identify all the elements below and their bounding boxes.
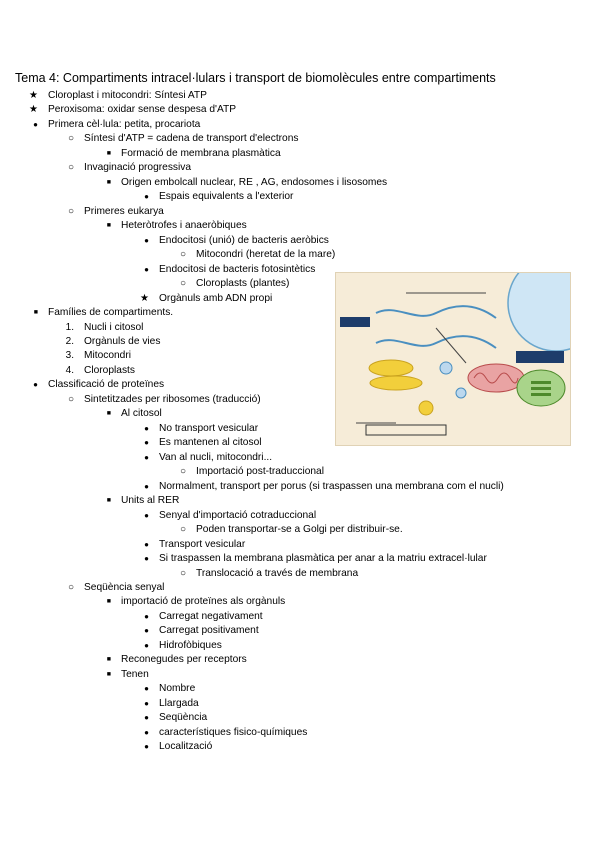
list-bullet: ○ — [67, 393, 74, 405]
list-item-text: Seqüència senyal — [84, 581, 165, 593]
list-item-text: Cloroplast i mitocondri: Síntesi ATP — [48, 90, 207, 101]
list-item-text: No transport vesicular — [159, 422, 259, 434]
list-bullet: ● — [144, 713, 149, 723]
list-item-text: Sintetitzades per ribosomes (traducció) — [84, 393, 261, 405]
list-item-text: Mitocondri (heretat de la mare) — [196, 249, 336, 261]
list-item-text: Seqüència — [159, 712, 208, 724]
list-item-text: Translocació a través de membrana — [196, 567, 359, 579]
list-item-text: Orgànuls amb ADN propi — [159, 292, 273, 304]
list-bullet: ○ — [179, 524, 186, 536]
list-bullet: ● — [144, 264, 149, 274]
list-item-text: Endocitosi de bacteris fotosintètics — [159, 263, 316, 275]
list-bullet: ● — [33, 380, 38, 390]
list-item-text: Famílies de compartiments. — [48, 307, 174, 319]
list-item-text: Tenen — [121, 668, 149, 680]
list-item-text: Units al RER — [121, 495, 180, 507]
list-item-text: Reconegudes per receptors — [121, 654, 247, 666]
list-bullet: ■ — [106, 656, 111, 664]
list-item-text: Orgànuls de vies — [84, 335, 161, 347]
list-item-text: Heteròtrofes i anaeròbiques — [121, 220, 247, 232]
list-bullet: ○ — [179, 278, 186, 290]
list-bullet: ● — [144, 452, 149, 462]
list-bullet: ■ — [106, 598, 111, 606]
list-bullet: ○ — [179, 466, 186, 478]
list-bullet: ● — [144, 192, 149, 202]
list-bullet: ■ — [106, 178, 111, 186]
list-item-text: Nucli i citosol — [84, 321, 144, 333]
list-bullet: ★ — [29, 90, 38, 101]
list-item-text: Invaginació progressiva — [84, 162, 192, 174]
list-item-text: Formació de membrana plasmàtica — [121, 147, 281, 159]
list-bullet: ■ — [106, 149, 111, 157]
list-bullet: ■ — [106, 410, 111, 418]
list-bullet: ○ — [67, 581, 74, 593]
list-bullet: ● — [144, 510, 149, 520]
list-bullet: ● — [144, 554, 149, 564]
list-item-text: Transport vesicular — [159, 538, 246, 550]
list-item-text: Cloroplasts — [84, 364, 135, 376]
list-bullet: 4. — [65, 364, 74, 376]
list-item-text: Origen embolcall nuclear, RE , AG, endosomes i lisosomes — [121, 176, 388, 188]
list-bullet: ● — [144, 423, 149, 433]
document-title: Tema 4: Compartiments intracel·lulars i transport de biomolècules entre compartiments — [15, 71, 496, 85]
list-bullet: ● — [144, 539, 149, 549]
list-item-text: Localització — [159, 741, 213, 753]
list-item-text: Espais equivalents a l'exterior — [159, 191, 294, 203]
list-bullet: ■ — [106, 670, 111, 678]
cell-compartments-figure — [335, 272, 571, 446]
list-item-text: Endocitosi (unió) de bacteris aeròbics — [159, 234, 329, 246]
list-bullet: ● — [144, 684, 149, 694]
list-item-text: Classificació de proteïnes — [48, 379, 165, 391]
list-bullet: ● — [144, 481, 149, 491]
list-bullet: ● — [144, 727, 149, 737]
list-bullet: ● — [144, 626, 149, 636]
list-bullet: ★ — [29, 104, 38, 116]
list-bullet: ● — [144, 438, 149, 448]
list-item-text: Llargada — [159, 697, 199, 709]
list-bullet: ○ — [67, 162, 74, 174]
list-item-text: Síntesi d'ATP = cadena de transport d'electrons — [84, 133, 299, 145]
list-bullet: ■ — [106, 497, 111, 505]
list-bullet: ● — [144, 235, 149, 245]
list-item-text: Si traspassen la membrana plasmàtica per anar a la matriu extracel·lular — [159, 553, 487, 565]
list-item-text: Carregat negativament — [159, 610, 263, 622]
list-item-text: Senyal d'importació cotraduccional — [159, 509, 317, 521]
list-item-text: Primera cèl·lula: petita, procariota — [48, 118, 201, 130]
list-bullet: 2. — [65, 335, 74, 347]
list-bullet: ★ — [140, 292, 149, 304]
list-item-text: Peroxisoma: oxidar sense despesa d'ATP — [48, 104, 237, 116]
list-item-text: Al citosol — [121, 408, 162, 420]
list-bullet: ■ — [33, 309, 38, 317]
list-item-text: Carregat positivament — [159, 625, 259, 637]
list-item-text: Poden transportar-se a Golgi per distribuir-se. — [196, 524, 403, 536]
list-item-text: Hidrofòbiques — [159, 639, 222, 651]
list-item-text: Normalment, transport per porus (si traspassen una membrana com el nucli) — [159, 480, 504, 492]
list-item-text: Importació post-traduccional — [196, 466, 324, 478]
list-bullet: ○ — [179, 567, 186, 579]
list-bullet: ● — [144, 640, 149, 650]
list-bullet: ● — [144, 698, 149, 708]
list-item-text: Es mantenen al citosol — [159, 437, 262, 449]
list-item-text: Van al nucli, mitocondri... — [159, 451, 273, 463]
list-item-text: Nombre — [159, 683, 196, 695]
list-bullet: ○ — [67, 205, 74, 217]
list-bullet: ● — [33, 119, 38, 129]
list-bullet: ● — [144, 742, 149, 752]
list-bullet: 1. — [65, 321, 74, 333]
list-bullet: ■ — [106, 222, 111, 230]
list-item-text: importació de proteïnes als orgànuls — [121, 596, 286, 608]
list-item-text: Primeres eukarya — [84, 205, 164, 217]
list-bullet: ● — [144, 611, 149, 621]
cell-diagram-image — [336, 273, 570, 445]
list-item-text: Cloroplasts (plantes) — [196, 278, 290, 290]
list-bullet: 3. — [65, 350, 74, 362]
list-item-text: característiques fisico-químiques — [159, 726, 308, 738]
list-bullet: ○ — [67, 133, 74, 145]
list-bullet: ○ — [179, 249, 186, 261]
list-item-text: Mitocondri — [84, 350, 131, 362]
